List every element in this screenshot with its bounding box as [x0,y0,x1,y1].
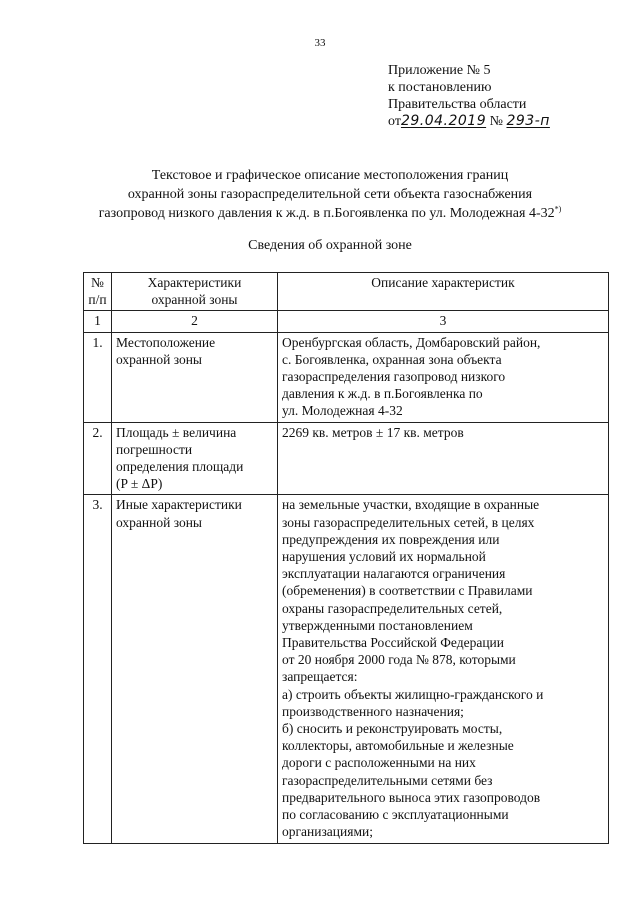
appendix-header [388,62,608,130]
description-line: организациями; [282,824,373,840]
row-description-cell [278,495,609,843]
row-characteristic-cell [112,332,278,422]
description-line: предупреждения их повреждения или [282,531,500,547]
section-subtitle: Сведения об охранной зоне [248,238,412,253]
description-line: на земельные участки, входящие в охранные [282,497,540,513]
index-cell-3: 3 [278,311,609,332]
appendix-title: Приложение № 5 [388,63,491,78]
description-line: давления к ж.д. в п.Богоявленка по [282,386,483,402]
document-title [60,166,600,223]
index-cell-2: 2 [112,311,278,332]
table-header-row [84,273,609,311]
description-line: газораспределительными сетями без [282,772,493,788]
description-line: утвержденными постановлением [282,617,473,633]
appendix-ref: к постановлению [388,80,492,95]
appendix-date-line [388,113,608,130]
description-line: запрещается: [282,669,358,685]
header-num-cell [84,273,112,311]
description-line: Правительства Российской Федерации [282,635,504,651]
description-line: ул. Молодежная 4-32 [282,403,403,419]
row-description-cell [278,422,609,495]
table-index-row [84,311,609,332]
header-num-line-1: № [91,275,104,290]
page-number: 33 [314,37,326,49]
row-characteristic-cell [112,495,278,843]
description-line: по согласованию с эксплуатационными [282,807,509,823]
footnote-mark: *) [554,204,562,214]
header-num-line-2: п/п [88,292,107,308]
characteristic-line: Иные характеристики [116,497,242,513]
description-line: эксплуатации налагаются ограничения [282,566,506,582]
zone-info-table [83,272,609,844]
description-line: 2269 кв. метров ± 17 кв. метров [282,424,464,440]
description-line: б) сносить и реконструировать мосты, [282,721,503,737]
handwritten-number: 293-п [506,113,550,129]
description-line: нарушения условий их нормальной [282,549,486,565]
description-line: газораспределения газопровод низкого [282,369,506,385]
description-line: с. Богоявленка, охранная зона объекта [282,351,502,367]
characteristic-line: (P ± ΔP) [116,476,163,492]
characteristic-line: определения площади [116,459,244,475]
header-characteristic-cell [112,273,278,311]
table-row [84,332,609,422]
description-line: от 20 ноября 2000 года № 878, которыми [282,652,516,668]
table-row [84,422,609,495]
title-line-1: Текстовое и графическое описание местоположения границ [151,168,509,183]
title-line-3-text: газопровод низкого давления к ж.д. в п.Богоявленка по ул. Молодежная 4-32 [98,206,555,221]
description-line: предварительного выноса этих газопроводов [282,789,541,805]
title-line-2: охранной зоны газораспределительной сети объекта газоснабжения [127,187,533,202]
appendix-authority: Правительства области [388,97,527,112]
description-line: охраны газораспределительных сетей, [282,600,503,616]
date-prefix: от [388,114,401,129]
description-line: дороги с расположенными на них [282,755,476,771]
description-line: Оренбургская область, Домбаровский район, [282,334,541,350]
index-cell-1: 1 [84,311,112,332]
header-char-line-1: Характеристики [147,275,242,290]
table-row [84,495,609,843]
description-line: производственного назначения; [282,703,464,719]
row-description-cell [278,332,609,422]
row-number-cell: 2. [84,422,112,495]
description-line: коллекторы, автомобильные и железные [282,738,514,754]
number-prefix: № [489,114,503,129]
characteristic-line: Местоположение [116,334,216,350]
row-number-cell: 3. [84,495,112,843]
characteristic-line: Площадь ± величина [116,424,237,440]
handwritten-date: 29.04.2019 [400,113,487,129]
row-characteristic-cell [112,422,278,495]
characteristic-line: погрешности [116,441,193,457]
header-desc: Описание характеристик [371,275,515,290]
description-line: зоны газораспределительных сетей, в целях [282,514,535,530]
header-char-line-2: охранной зоны [151,292,238,308]
row-number-cell: 1. [84,332,112,422]
title-line-3 [60,204,600,223]
description-line: а) строить объекты жилищно-гражданского и [282,686,544,702]
header-description-cell [278,273,609,311]
characteristic-line: охранной зоны [116,351,203,367]
description-line: (обременения) в соответствии с Правилами [282,583,533,599]
characteristic-line: охранной зоны [116,514,203,530]
